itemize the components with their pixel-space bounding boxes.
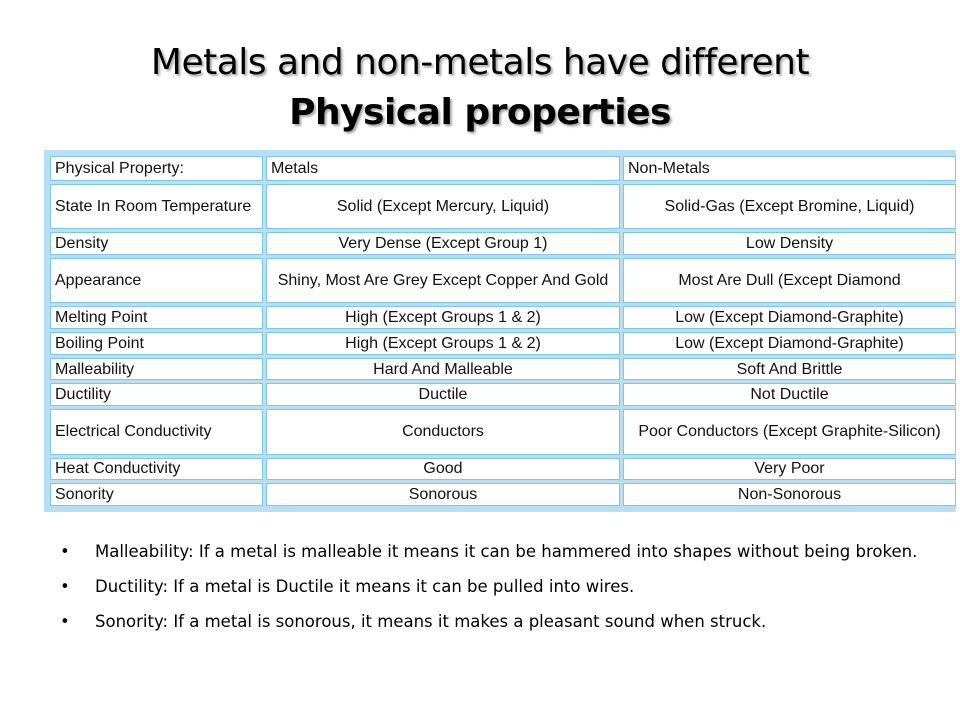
table-row: [50, 332, 956, 355]
note-text: Ductility: If a metal is Ductile it means it can be pulled into wires.: [95, 577, 635, 596]
metals-cell: High (Except Groups 1 & 2): [266, 306, 620, 329]
property-cell: Appearance: [50, 258, 263, 303]
metals-cell: Shiny, Most Are Grey Except Copper And Gold: [266, 258, 620, 303]
metals-cell: Very Dense (Except Group 1): [266, 232, 620, 255]
property-cell: Boiling Point: [50, 332, 263, 355]
metals-cell: Sonorous: [266, 483, 620, 506]
nonmetals-cell: Non-Sonorous: [623, 483, 956, 506]
slide-title: [0, 38, 960, 138]
table-row: [50, 409, 956, 454]
nonmetals-cell: Low (Except Diamond-Graphite): [623, 332, 956, 355]
table-row: [50, 184, 956, 229]
nonmetals-cell: Low Density: [623, 232, 956, 255]
table-row: [50, 458, 956, 481]
list-item: [60, 575, 920, 599]
note-text: Sonority: If a metal is sonorous, it means it makes a pleasant sound when struck.: [95, 612, 767, 631]
header-cell: Physical Property:: [50, 156, 263, 181]
metals-cell: Good: [266, 458, 620, 481]
metals-cell: High (Except Groups 1 & 2): [266, 332, 620, 355]
table-row: [50, 383, 956, 406]
list-item: [60, 610, 920, 634]
nonmetals-cell: Solid-Gas (Except Bromine, Liquid): [623, 184, 956, 229]
metals-cell: Ductile: [266, 383, 620, 406]
properties-table: [44, 150, 956, 512]
table-row: [50, 232, 956, 255]
table-header-row: [50, 156, 956, 181]
property-cell: Density: [50, 232, 263, 255]
metals-cell: Solid (Except Mercury, Liquid): [266, 184, 620, 229]
property-cell: Malleability: [50, 358, 263, 381]
bullet-icon: •: [60, 577, 70, 596]
property-cell: Sonority: [50, 483, 263, 506]
bullet-icon: •: [60, 612, 70, 631]
metals-cell: Hard And Malleable: [266, 358, 620, 381]
nonmetals-cell: Low (Except Diamond-Graphite): [623, 306, 956, 329]
bullet-icon: •: [60, 542, 70, 561]
nonmetals-cell: Most Are Dull (Except Diamond: [623, 258, 956, 303]
title-line-1: Metals and non-metals have different: [150, 42, 810, 83]
table-row: [50, 258, 956, 303]
nonmetals-cell: Not Ductile: [623, 383, 956, 406]
property-cell: Electrical Conductivity: [50, 409, 263, 454]
header-cell: Metals: [266, 156, 620, 181]
definitions-list: [60, 540, 920, 645]
property-cell: Melting Point: [50, 306, 263, 329]
property-cell: Ductility: [50, 383, 263, 406]
nonmetals-cell: Very Poor: [623, 458, 956, 481]
property-cell: State In Room Temperature: [50, 184, 263, 229]
nonmetals-cell: Poor Conductors (Except Graphite-Silicon): [623, 409, 956, 454]
table-row: [50, 306, 956, 329]
table-row: [50, 483, 956, 506]
property-cell: Heat Conductivity: [50, 458, 263, 481]
title-line-2: Physical properties: [289, 92, 671, 133]
metals-cell: Conductors: [266, 409, 620, 454]
table-row: [50, 358, 956, 381]
header-cell: Non-Metals: [623, 156, 956, 181]
note-text: Malleability: If a metal is malleable it means it can be hammered into shapes without being broken.: [95, 542, 918, 561]
list-item: [60, 540, 920, 564]
nonmetals-cell: Soft And Brittle: [623, 358, 956, 381]
